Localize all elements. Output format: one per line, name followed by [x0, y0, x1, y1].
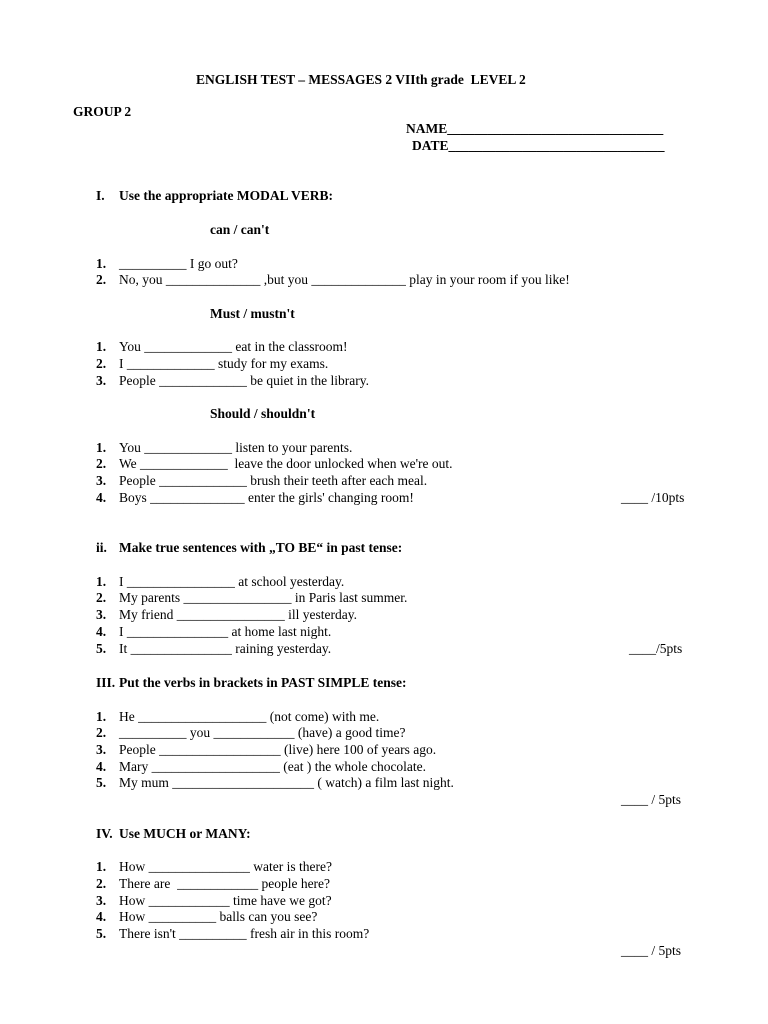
list-item: How ____________ time have we got?	[119, 893, 332, 908]
subsection-must-title: Must / mustn't	[210, 306, 295, 321]
section-4-points: ____ / 5pts	[621, 943, 682, 958]
list-item: It _______________ raining yesterday.	[119, 641, 332, 656]
item-number: 1.	[96, 574, 107, 589]
list-item: There isn't __________ fresh air in this room?	[119, 926, 370, 941]
item-number: 2.	[96, 456, 107, 471]
item-number: 4.	[96, 909, 107, 924]
item-number: 3.	[96, 742, 107, 757]
item-number: 5.	[96, 641, 107, 656]
list-item: No, you ______________ ,but you ______________ play in your room if you like!	[119, 272, 570, 287]
item-number: 2.	[96, 356, 107, 371]
list-item: You _____________ eat in the classroom!	[119, 339, 348, 354]
section-1-heading: Use the appropriate MODAL VERB:	[119, 188, 334, 203]
list-item: My parents ________________ in Paris last summer.	[119, 590, 408, 605]
group-label: GROUP 2	[73, 104, 132, 119]
section-2-heading: Make true sentences with „TO BE“ in past tense:	[119, 540, 403, 555]
section-1-points: ____ /10pts	[621, 490, 685, 505]
section-4-roman: IV.	[96, 826, 113, 841]
item-number: 5.	[96, 926, 107, 941]
item-number: 2.	[96, 272, 107, 287]
item-number: 2.	[96, 725, 107, 740]
section-3-roman: III.	[96, 675, 116, 690]
item-number: 2.	[96, 876, 107, 891]
item-number: 1.	[96, 339, 107, 354]
list-item: How __________ balls can you see?	[119, 909, 318, 924]
item-number: 1.	[96, 256, 107, 271]
list-item: Boys ______________ enter the girls' changing room!	[119, 490, 414, 505]
list-item: There are ____________ people here?	[119, 876, 331, 891]
item-number: 3.	[96, 373, 107, 388]
section-2-points: ____/5pts	[629, 641, 683, 656]
item-number: 3.	[96, 473, 107, 488]
list-item: I _____________ study for my exams.	[119, 356, 329, 371]
item-number: 1.	[96, 859, 107, 874]
item-number: 3.	[96, 607, 107, 622]
section-1-roman: I.	[96, 188, 105, 203]
list-item: __________ you ____________ (have) a good time?	[119, 725, 406, 740]
list-item: People __________________ (live) here 100 of years ago.	[119, 742, 437, 757]
page-title: ENGLISH TEST – MESSAGES 2 VIIth grade LEVEL 2	[196, 72, 526, 87]
date-field[interactable]: DATE________________________________	[412, 138, 665, 153]
list-item: My friend ________________ ill yesterday.	[119, 607, 357, 622]
list-item: My mum _____________________ ( watch) a film last night.	[119, 775, 454, 790]
item-number: 4.	[96, 490, 107, 505]
item-number: 4.	[96, 624, 107, 639]
list-item: I ________________ at school yesterday.	[119, 574, 345, 589]
item-number: 1.	[96, 709, 107, 724]
section-3-points: ____ / 5pts	[621, 792, 682, 807]
subsection-can-title: can / can't	[210, 222, 270, 237]
list-item: He ___________________ (not come) with me.	[119, 709, 380, 724]
list-item: People _____________ brush their teeth after each meal.	[119, 473, 428, 488]
list-item: I _______________ at home last night.	[119, 624, 332, 639]
subsection-should-title: Should / shouldn't	[210, 406, 316, 421]
list-item: __________ I go out?	[119, 256, 238, 271]
section-2-roman: ii.	[96, 540, 107, 555]
name-field[interactable]: NAME________________________________	[406, 121, 664, 136]
item-number: 5.	[96, 775, 107, 790]
list-item: You _____________ listen to your parents.	[119, 440, 353, 455]
section-4-heading: Use MUCH or MANY:	[119, 826, 251, 841]
item-number: 4.	[96, 759, 107, 774]
list-item: How _______________ water is there?	[119, 859, 332, 874]
section-3-heading: Put the verbs in brackets in PAST SIMPLE tense:	[119, 675, 407, 690]
item-number: 2.	[96, 590, 107, 605]
item-number: 1.	[96, 440, 107, 455]
list-item: Mary ___________________ (eat ) the whole chocolate.	[119, 759, 427, 774]
item-number: 3.	[96, 893, 107, 908]
list-item: People _____________ be quiet in the library.	[119, 373, 369, 388]
list-item: We _____________ leave the door unlocked when we're out.	[119, 456, 453, 471]
